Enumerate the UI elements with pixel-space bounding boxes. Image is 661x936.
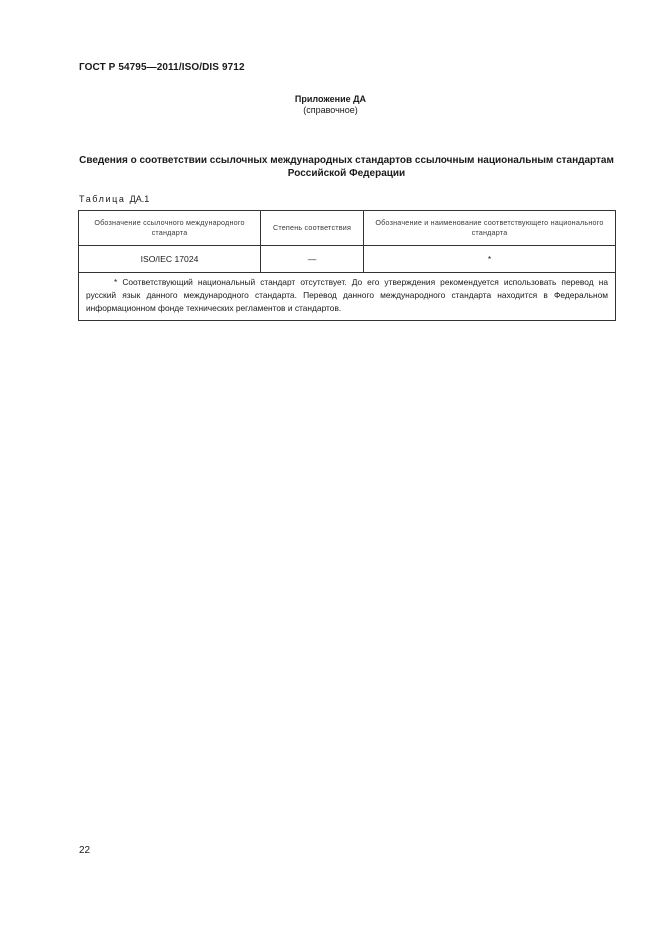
table-footnote-row <box>79 273 616 321</box>
cell-national-standard: * <box>364 246 616 273</box>
header-label: Степень соответствия <box>272 223 352 232</box>
cell-degree: — <box>261 246 364 273</box>
table-row <box>79 246 616 273</box>
page-number: 22 <box>79 845 91 856</box>
table-header-row <box>79 211 616 246</box>
document-id: ГОСТ Р 54795—2011/ISO/DIS 9712 <box>79 62 245 73</box>
header-cell-national-standard <box>364 211 616 246</box>
header-label: Обозначение и наименование соответствующего национального стандарта <box>375 218 604 237</box>
table-caption <box>79 194 149 204</box>
cell-international-standard: ISO/IEC 17024 <box>79 246 261 273</box>
footnote-text: * Соответствующий национальный стандарт отсутствует. До его утверждения рекомендуется использовать перевод на русский язык данного международного стандарта. Перевод данного международного стандарта находится в Федеральном информационном фонде технических регламентов и стандартов. <box>86 277 608 313</box>
header-cell-international-standard <box>79 211 261 246</box>
correspondence-table <box>78 210 616 321</box>
appendix-subtitle: (справочное) <box>303 105 358 115</box>
appendix-heading <box>0 94 661 116</box>
header-label: Обозначение ссылочного международного стандарта <box>94 218 245 237</box>
section-title: Сведения о соответствии ссылочных международных стандартов ссылочным национальным стандартам Российской Федерации <box>79 155 614 179</box>
footnote-cell <box>79 273 616 321</box>
table-caption-label: Таблица <box>79 194 126 204</box>
appendix-title: Приложение ДА <box>294 94 367 104</box>
table-caption-number: ДА.1 <box>129 194 150 204</box>
header-cell-degree <box>261 211 364 246</box>
